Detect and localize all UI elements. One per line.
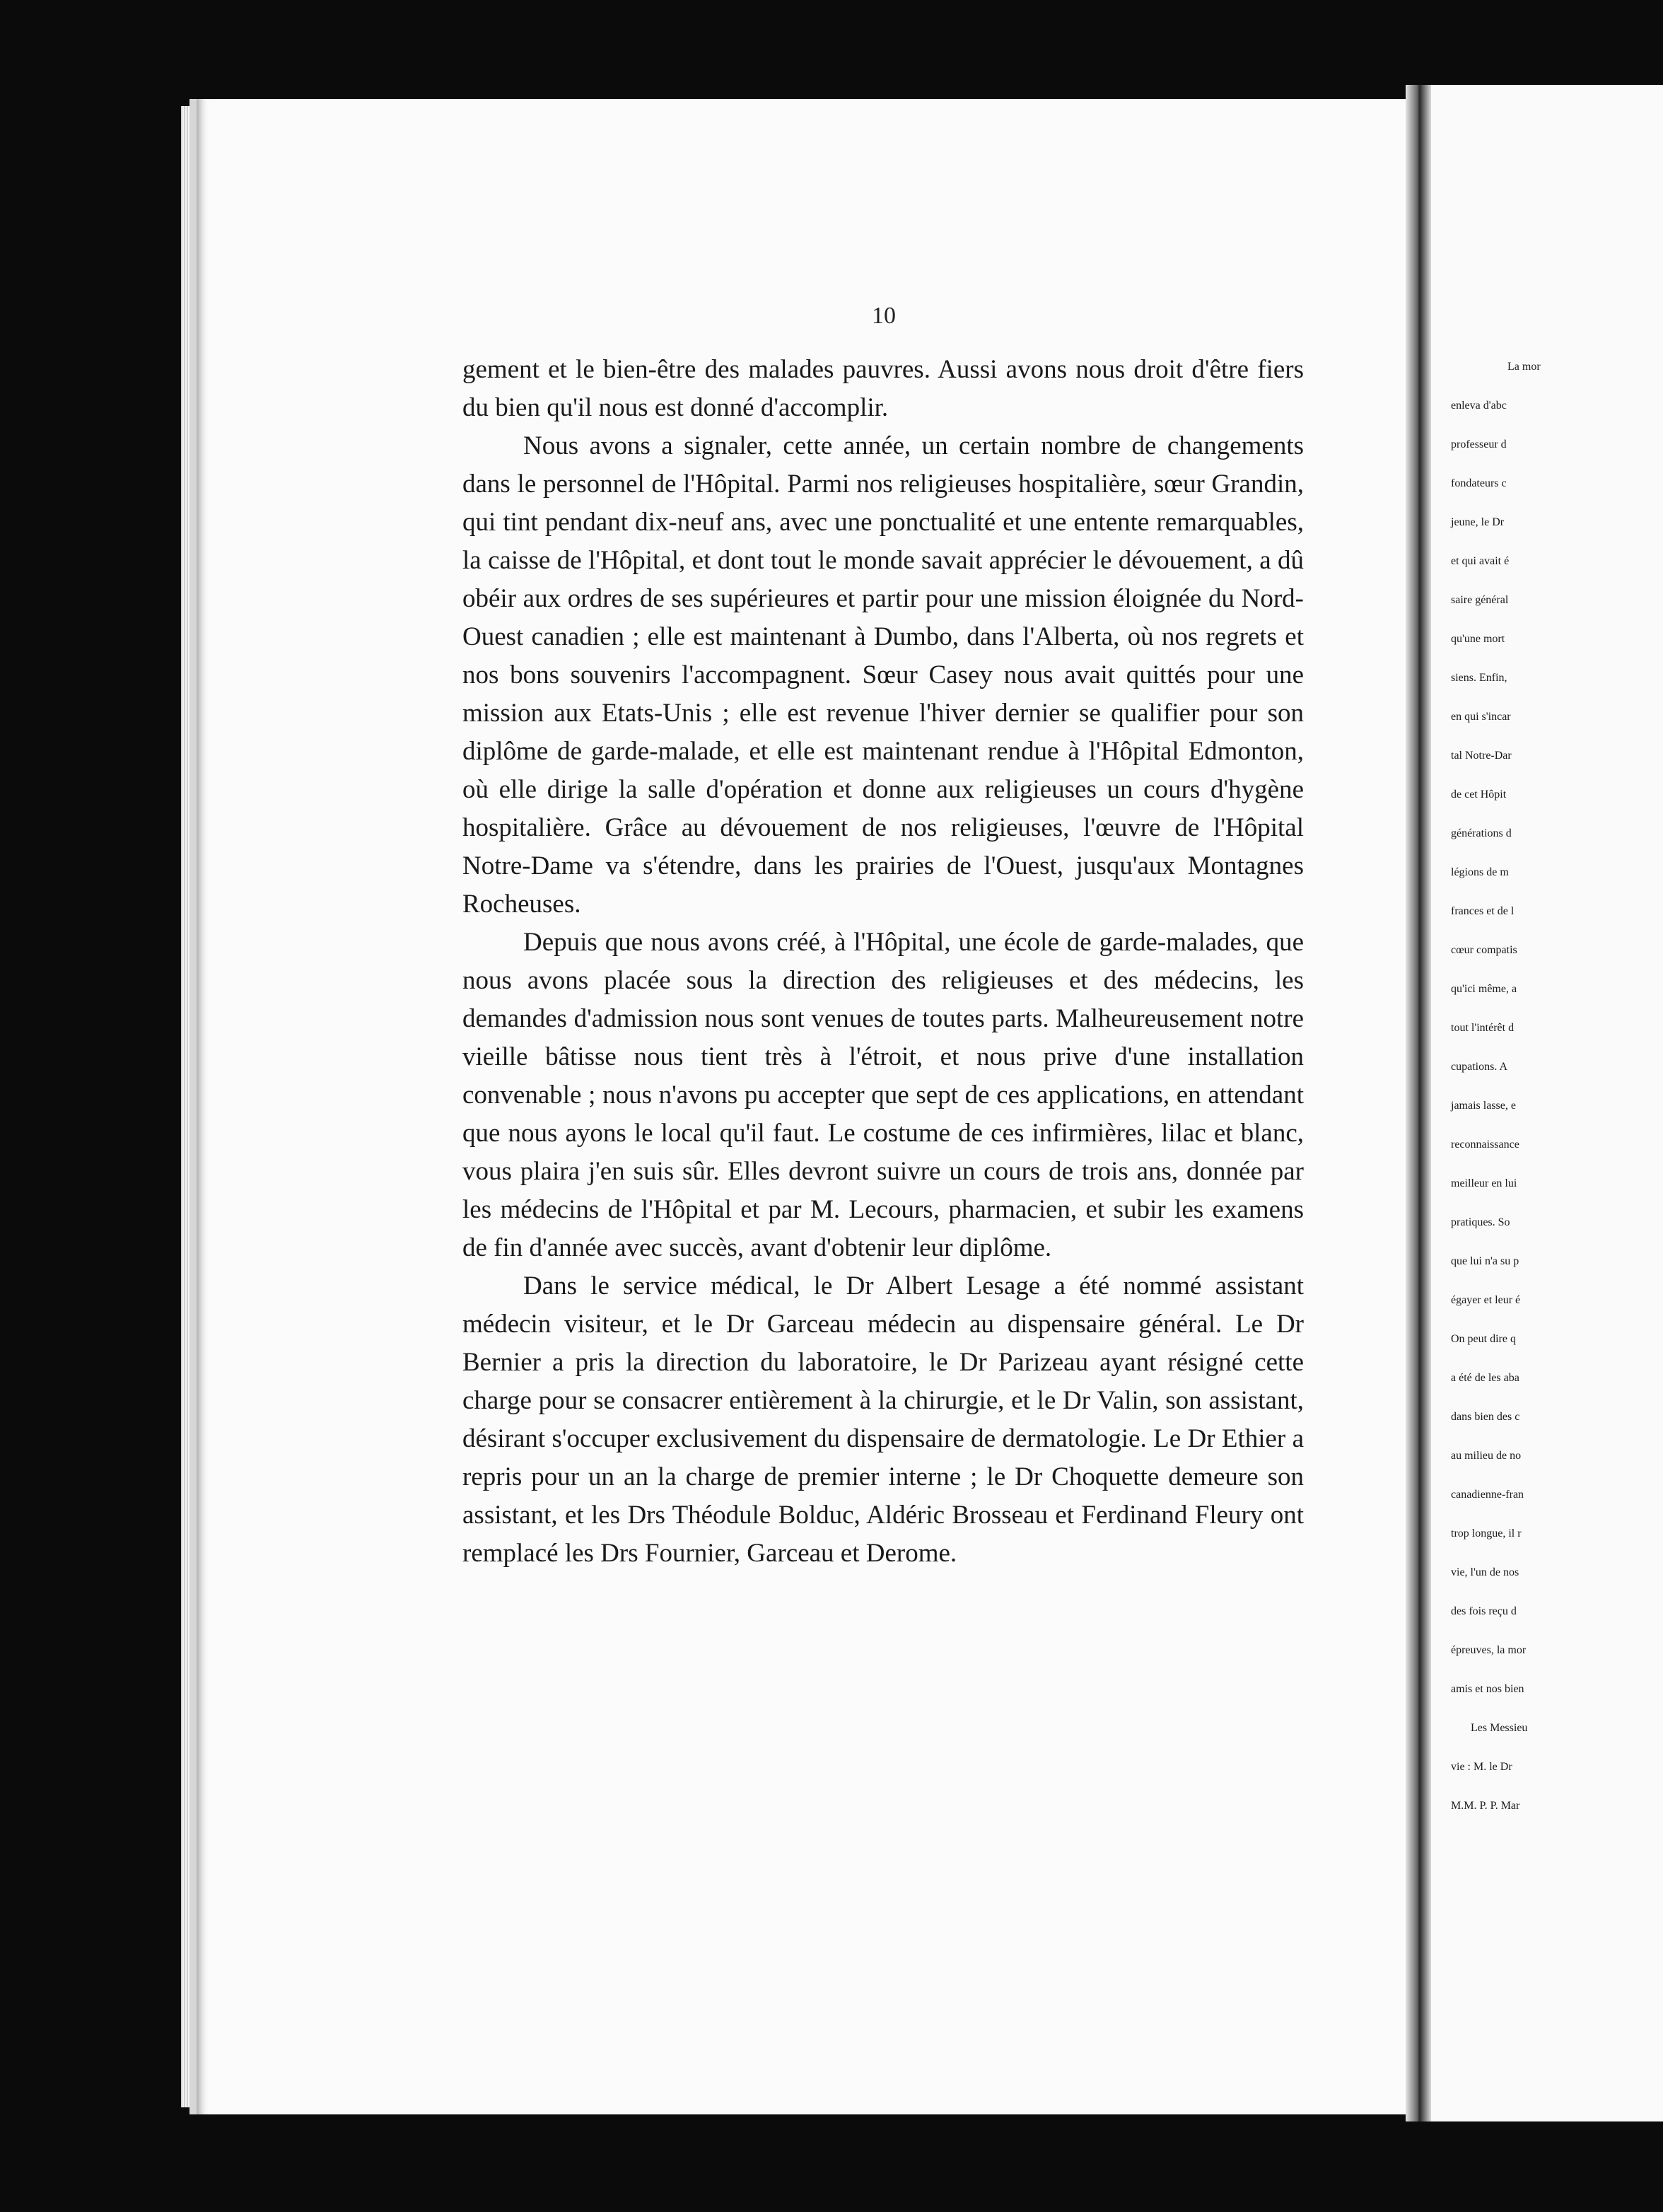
text-line: cupations. A <box>1451 1061 1507 1073</box>
text-line: frances et de l <box>1451 905 1515 917</box>
paragraph: Depuis que nous avons créé, à l'Hôpital, une école de garde-malades, que nous avons placée sous la direction des religieuses et des médecins, les demandes d'admission nous sont venues de toutes parts. Malheureusement notre vieille bâtisse nous tient très à l'étroit, et nous prive d'une installation convenable ; nous n'avons pu accepter que sept de ces applications, en attendant que nous ayons le local qu'il faut. Le costume de ces infirmières, lilac et blanc, vous plaira j'en suis sûr. Elles devront suivre un cours de trois ans, donnée par les médecins de l'Hôpital et par M. Lecours, pharmacien, et subir les examens de fin d'année avec succès, avant d'obtenir leur diplôme. <box>462 928 1304 1262</box>
text-line: que lui n'a su p <box>1451 1255 1519 1267</box>
text-line: pratiques. So <box>1451 1216 1510 1228</box>
text-line: reconnaissance <box>1451 1139 1519 1151</box>
text-line: légions de m <box>1451 866 1509 878</box>
text-line: égayer et leur é <box>1451 1294 1521 1306</box>
text-line: siens. Enfin, <box>1451 672 1507 684</box>
text-line: tal Notre-Dar <box>1451 750 1512 762</box>
text-line: vie, l'un de nos <box>1451 1566 1519 1578</box>
text-line: générations d <box>1451 827 1512 839</box>
text-line: M.M. P. P. Mar <box>1451 1800 1520 1812</box>
text-line: des fois reçu d <box>1451 1605 1517 1617</box>
text-line: La mor <box>1507 361 1541 373</box>
text-line: jeune, le Dr <box>1451 516 1505 528</box>
right-page-body <box>1451 361 1663 1839</box>
page-number: 10 <box>872 303 896 329</box>
text-line: On peut dire q <box>1451 1333 1516 1345</box>
paragraph: Dans le service médical, le Dr Albert Lesage a été nommé assistant médecin visiteur, et le Dr Garceau médecin au dispensaire général. Le Dr Bernier a pris la direction du laboratoire, le Dr Parizeau ayant résigné cette charge pour se consacrer entièrement à la chirurgie, et le Dr Valin, son assistant, désirant s'occuper exclusivement du dispensaire de dermatologie. Le Dr Ethier a repris pour un an la charge de premier interne ; le Dr Choquette demeure son assistant, et les Drs Théodule Bolduc, Aldéric Brosseau et Ferdinand Fleury ont remplacé les Drs Fournier, Garceau et Derome. <box>462 1271 1304 1568</box>
text-line: saire général <box>1451 594 1509 606</box>
text-line: a été de les aba <box>1451 1372 1519 1384</box>
text-line: professeur d <box>1451 438 1507 450</box>
text-line: qu'ici même, a <box>1451 983 1517 995</box>
text-line: meilleur en lui <box>1451 1177 1517 1189</box>
text-line: et qui avait é <box>1451 555 1510 567</box>
text-line: de cet Hôpit <box>1451 788 1507 801</box>
text-line: amis et nos bien <box>1451 1683 1524 1695</box>
text-line: Les Messieu <box>1471 1722 1528 1734</box>
text-line: épreuves, la mor <box>1451 1644 1527 1656</box>
text-line: cœur compatis <box>1451 944 1517 956</box>
left-page-body <box>462 351 1304 1573</box>
text-line: trop longue, il r <box>1451 1527 1522 1539</box>
text-line: enleva d'abc <box>1451 400 1507 412</box>
page-stack-edges <box>181 106 189 2107</box>
book-gutter <box>1406 85 1431 2121</box>
text-line: jamais lasse, e <box>1451 1100 1516 1112</box>
text-line: dans bien des c <box>1451 1411 1520 1423</box>
text-line: canadienne-fran <box>1451 1489 1524 1501</box>
text-line: tout l'intérêt d <box>1451 1022 1515 1034</box>
text-line: au milieu de no <box>1451 1450 1522 1462</box>
text-line: qu'une mort <box>1451 633 1505 645</box>
paragraph: gement et le bien-être des malades pauvres. Aussi avons nous droit d'être fiers du bien qu'il nous est donné d'accomplir. <box>462 355 1304 422</box>
text-line: fondateurs c <box>1451 477 1507 489</box>
paragraph: Nous avons a signaler, cette année, un certain nombre de changements dans le personnel de l'Hôpital. Parmi nos religieuses hospitalière, sœur Grandin, qui tint pendant dix-neuf ans, avec une ponctualité et une entente remarquables, la caisse de l'Hôpital, et dont tout le monde savait apprécier le dévouement, a dû obéir aux ordres de ses supérieures et partir pour une mission éloignée du Nord-Ouest canadien ; elle est maintenant à Dumbo, dans l'Alberta, où nos regrets et nos bons souvenirs l'accompagnent. Sœur Casey nous avait quittés pour une mission aux Etats-Unis ; elle est revenue l'hiver dernier se qualifier pour son diplôme de garde-malade, et elle est maintenant rendue à l'Hôpital Edmonton, où elle dirige la salle d'opération et donne aux religieuses un cours d'hygène hospitalière. Grâce au dévouement de nos religieuses, l'œuvre de l'Hôpital Notre-Dame va s'étendre, dans les prairies de l'Ouest, jusqu'aux Montagnes Rocheuses. <box>462 431 1304 919</box>
text-line: en qui s'incar <box>1451 711 1511 723</box>
text-line: vie : M. le Dr <box>1451 1761 1512 1773</box>
